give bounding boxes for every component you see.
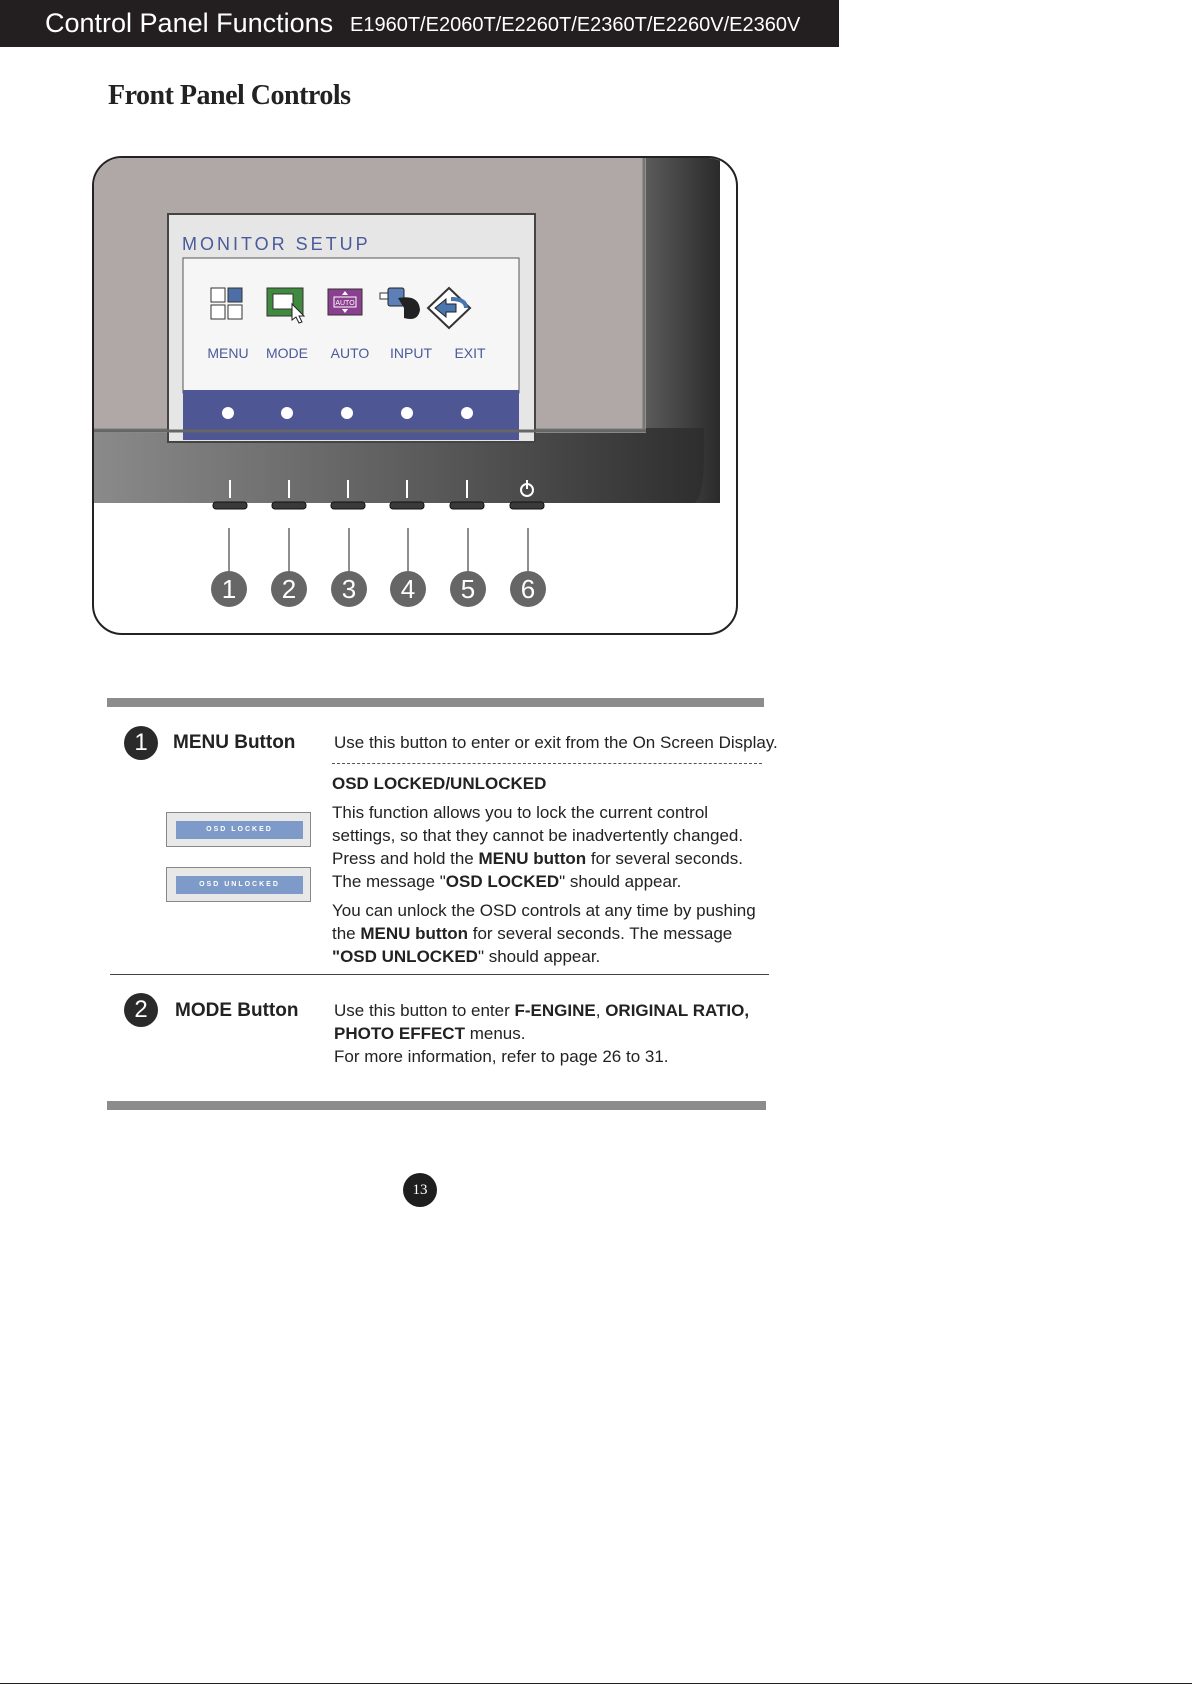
osd-unlock-line-2: the MENU button for several seconds. The message [332,924,733,943]
osd-unlock-line-1: You can unlock the OSD controls at any time by pushing [332,901,756,920]
mode-desc-line-1: Use this button to enter F-ENGINE, ORIGINAL RATIO, [334,1001,750,1020]
mode-desc-line-3: For more information, refer to page 26 to 31. [334,1047,669,1066]
front-panel-illustration [92,156,738,635]
callout-4: 4 [390,571,426,607]
page-bottom-line [0,1683,1192,1684]
callout-lines [229,528,528,578]
osd-label-auto: AUTO [330,345,370,361]
osd-locked-bar: OSD LOCKED [176,821,303,839]
callout-6: 6 [510,571,546,607]
menu-dashed-divider [332,763,762,764]
callout-2: 2 [271,571,307,607]
osd-lock-line-2: settings, so that they cannot be inadvertently changed. [332,826,744,845]
menu-button-label: MENU Button [173,732,296,753]
osd-locked-sample [166,812,311,847]
osd-lock-line-1: This function allows you to lock the current control [332,803,709,822]
table-top-rule [107,698,764,707]
section-title: Front Panel Controls [108,80,351,111]
mode-button-label: MODE Button [175,1000,299,1021]
osd-lock-heading: OSD LOCKED/UNLOCKED [332,774,547,793]
svg-text:AUTO: AUTO [335,300,355,307]
callout-5: 5 [450,571,486,607]
osd-unlocked-sample [166,867,311,902]
row-divider [110,974,769,975]
monitor-drawing [94,158,738,635]
auto-adjust-icon [328,289,362,315]
osd-label-exit: EXIT [454,345,486,361]
menu-button-number: 1 [124,726,158,760]
osd-lock-line-4: The message "OSD LOCKED" should appear. [332,872,682,891]
osd-title: MONITOR SETUP [182,234,371,254]
callout-1: 1 [211,571,247,607]
osd-unlock-line-3: "OSD UNLOCKED" should appear. [332,947,601,966]
osd-label-input: INPUT [390,345,432,361]
menu-button-description: Use this button to enter or exit from the On Screen Display. [334,733,778,752]
osd-unlocked-bar: OSD UNLOCKED [176,876,303,894]
osd-unlock-paragraph [332,899,772,968]
callout-3: 3 [331,571,367,607]
header-title: Control Panel Functions [45,8,334,38]
header-models: E1960T/E2060T/E2260T/E2360T/E2260V/E2360V [350,14,801,36]
table-bottom-rule [107,1101,766,1110]
osd-lock-paragraph [332,801,772,893]
page-header [0,0,839,47]
mode-desc-line-2: PHOTO EFFECT menus. [334,1024,526,1043]
osd-label-mode: MODE [266,345,308,361]
mode-button-description [334,999,774,1068]
osd-lock-line-3: Press and hold the MENU button for several seconds. [332,849,743,868]
bezel-buttons [213,502,544,509]
page-number: 13 [403,1173,437,1207]
osd-label-menu: MENU [207,345,249,361]
mode-button-number: 2 [124,993,158,1027]
osd-panel [183,258,519,393]
